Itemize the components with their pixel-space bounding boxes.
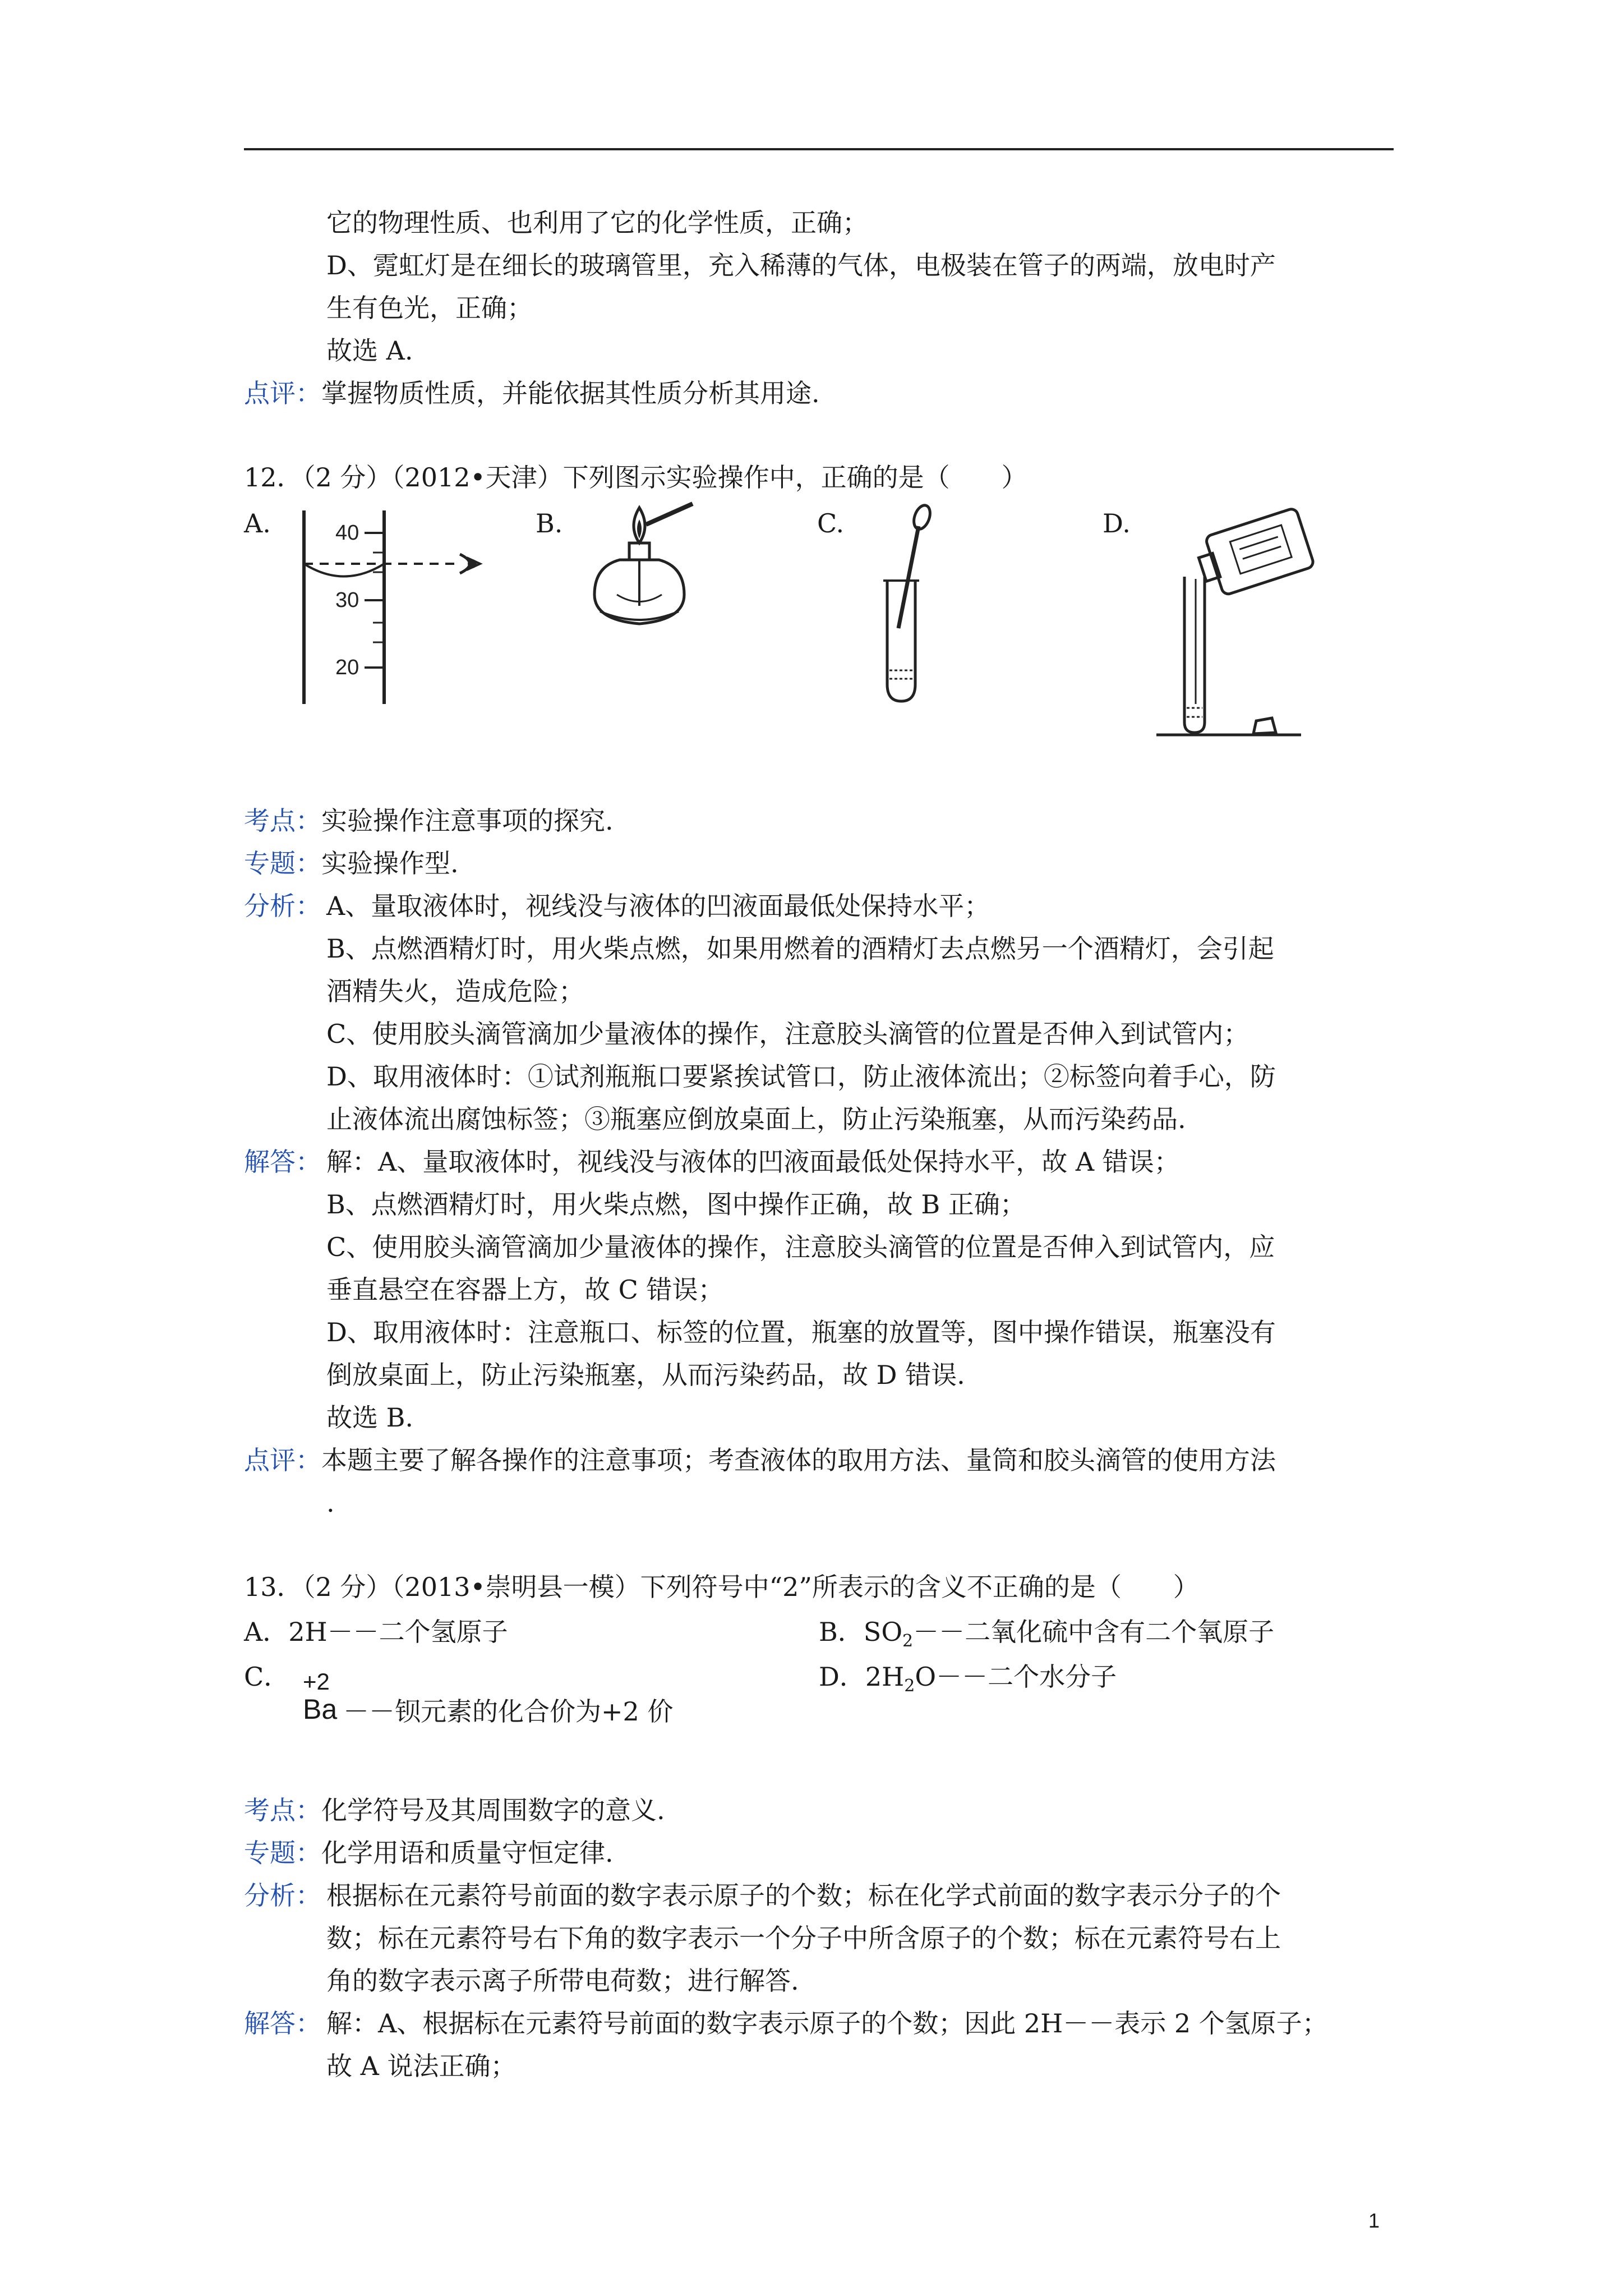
figure-c-test-tube-dropper [864,505,953,707]
q13-fenxi-line-3: 角的数字表示离子所带电荷数；进行解答. [326,1966,799,1996]
q13-fenxi-label: 分析： [244,1880,321,1911]
comment-label: 点评： [244,378,321,408]
prev-line-4: 故选 A. [326,335,413,366]
zhuanti-label: 专题： [244,1838,321,1868]
q12-jieda-line-7: 故选 B. [326,1402,414,1433]
option-b-text: －－二氧化硫中含有二个氧原子 [913,1617,1275,1647]
comment-text: 掌握物质性质，并能依据其性质分析其用途. [321,378,820,408]
q13-jieda-line-2: 故 A 说法正确； [326,2051,517,2081]
cylinder-tick-40: 40 [335,521,359,545]
q12-fenxi-line-3: 酒精失火，造成危险； [326,976,584,1006]
q12-jieda-line-1: 解：A、量取液体时，视线没与液体的凹液面最低处保持水平，故 A 错误； [326,1147,1180,1177]
q13-zhuanti [244,1835,614,1870]
q13-stem: 13．（2 分）（2013•崇明县一模）下列符号中“2”所表示的含义不正确的是（ ） [244,1572,1199,1602]
q12-stem: 12．（2 分）（2012•天津）下列图示实验操作中，正确的是（ ） [244,462,1027,493]
q13-jieda-label: 解答： [244,2008,321,2039]
prev-comment [244,376,820,411]
cylinder-tick-30: 30 [335,588,359,612]
kaodian-text: 实验操作注意事项的探究. [321,806,614,836]
q12-jieda-line-6: 倒放桌面上，防止污染瓶塞，从而污染药品，故 D 错误. [326,1360,965,1390]
q12-option-b-label: B. [536,508,563,539]
option-d-formula: D．2H [819,1662,905,1692]
prev-line-2: D、霓虹灯是在细长的玻璃管里，充入稀薄的气体，电极装在管子的两端，放电时产 [326,250,1276,280]
q12-jieda-line-4: 垂直悬空在容器上方，故 C 错误； [326,1274,724,1305]
q12-option-a-label: A. [244,508,271,539]
q13-option-c-text: －－钡元素的化合价为+2 价 [343,1696,674,1727]
q12-fenxi-line-1: A、量取液体时，视线没与液体的凹液面最低处保持水平； [326,891,990,921]
q12-fenxi-line-4: C、使用胶头滴管滴加少量液体的操作，注意胶头滴管的位置是否伸入到试管内； [326,1019,1249,1049]
header-rule [244,148,1394,150]
figure-d-pouring-liquid [1155,510,1324,740]
q12-fenxi-line-5: D、取用液体时：①试剂瓶瓶口要紧挨试管口，防止液体流出；②标签向着手心，防 [326,1061,1276,1092]
q12-fenxi-line-2: B、点燃酒精灯时，用火柴点燃，如果用燃着的酒精灯去点燃另一个酒精灯，会引起 [326,933,1274,964]
q13-option-a: A．2H－－二个氢原子 [244,1617,508,1647]
kaodian-label: 考点： [244,1795,321,1825]
option-b-formula: B．SO [819,1617,903,1647]
option-d-subscript: 2 [904,1676,915,1696]
q12-fenxi-line-6: 止液体流出腐蚀标签；③瓶塞应倒放桌面上，防止污染瓶塞，从而污染药品. [326,1104,1186,1134]
q12-fenxi-label: 分析： [244,891,321,921]
q13-fenxi-line-2: 数；标在元素符号右下角的数字表示一个分子中所含原子的个数；标在元素符号右上 [326,1923,1281,1953]
page-number: 1 [1368,2209,1380,2232]
option-b-subscript: 2 [902,1631,914,1651]
q13-option-c-valence: +2 [303,1668,330,1695]
dianping-text: 本题主要了解各操作的注意事项；考查液体的取用方法、量筒和胶头滴管的使用方法 [321,1445,1276,1475]
q13-option-c-symbol: Ba [303,1694,338,1725]
zhuanti-text: 实验操作型. [321,848,459,878]
kaodian-label: 考点： [244,806,321,836]
figure-a-cylinder [292,505,505,712]
q12-zhuanti [244,846,459,881]
prev-line-3: 生有色光，正确； [326,293,533,323]
cylinder-tick-20: 20 [335,656,359,679]
figure-b-alcohol-lamp [583,499,707,639]
q12-jieda-line-5: D、取用液体时：注意瓶口、标签的位置，瓶塞的放置等，图中操作错误，瓶塞没有 [326,1317,1276,1347]
q12-dianping-tail: . [326,1488,335,1518]
q12-option-c-label: C. [817,508,845,539]
q12-jieda-line-2: B、点燃酒精灯时，用火柴点燃，图中操作正确，故 B 正确； [326,1189,1026,1220]
q12-jieda-line-3: C、使用胶头滴管滴加少量液体的操作，注意胶头滴管的位置是否伸入到试管内，应 [326,1232,1275,1262]
zhuanti-label: 专题： [244,848,321,878]
q13-option-c-label: C． [244,1662,290,1692]
dianping-label: 点评： [244,1445,321,1475]
q12-dianping [244,1443,1276,1478]
q13-jieda-line-1: 解：A、根据标在元素符号前面的数字表示原子的个数；因此 2H－－表示 2 个氢原子； [326,2008,1328,2039]
q13-fenxi-line-1: 根据标在元素符号前面的数字表示原子的个数；标在化学式前面的数字表示分子的个 [326,1880,1281,1911]
prev-line-1: 它的物理性质、也利用了它的化学性质，正确； [326,208,868,238]
q13-option-b [819,1614,1274,1659]
q12-kaodian [244,803,614,838]
q12-option-d-label: D. [1103,508,1131,539]
option-d-text: O－－二个水分子 [915,1662,1117,1692]
zhuanti-text: 化学用语和质量守恒定律. [321,1838,614,1868]
q12-jieda-label: 解答： [244,1147,321,1177]
q13-option-d [819,1659,1117,1704]
eye-icon [460,554,480,573]
q13-kaodian [244,1793,665,1828]
kaodian-text: 化学符号及其周围数字的意义. [321,1795,665,1825]
